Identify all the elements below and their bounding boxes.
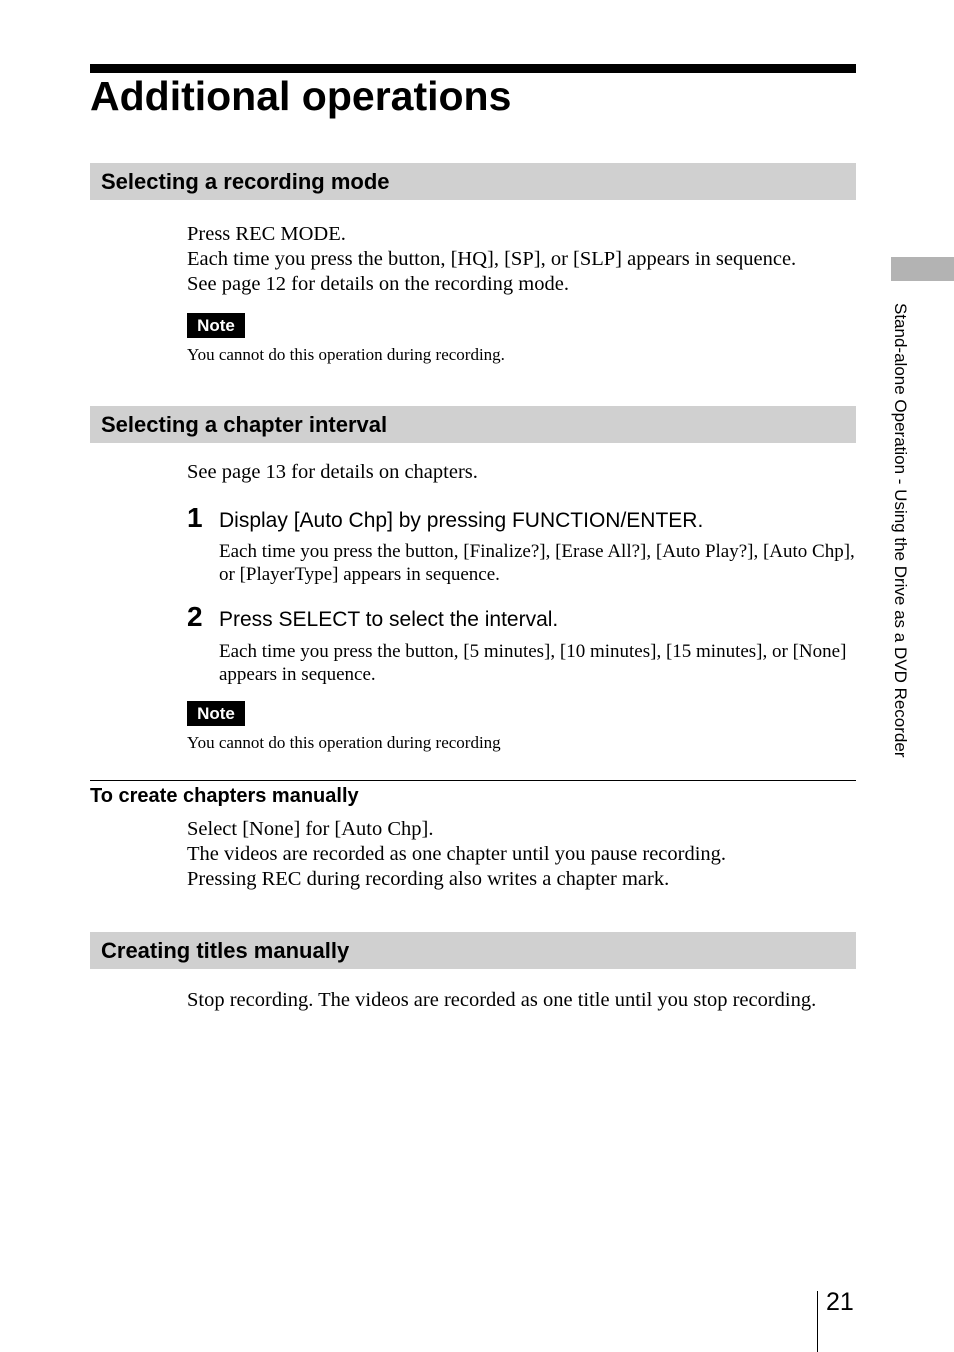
chapters-manually-line-2: The videos are recorded as one chapter until you pause recording. <box>187 843 727 865</box>
page-title: Additional operations <box>90 73 512 119</box>
subheading-chapters-manually: To create chapters manually <box>90 785 359 807</box>
recording-mode-line-3: See page 12 for details on the recording mode. <box>187 273 569 295</box>
side-tab-marker <box>891 257 954 281</box>
subsection-rule <box>90 780 856 781</box>
page-number-rule <box>817 1291 818 1352</box>
step-number-2: 2 <box>187 601 203 632</box>
chapter-interval-intro: See page 13 for details on chapters. <box>187 461 478 483</box>
note-badge: Note <box>187 701 245 726</box>
recording-mode-line-2: Each time you press the button, [HQ], [SP], or [SLP] appears in sequence. <box>187 248 797 270</box>
recording-mode-line-1: Press REC MODE. <box>187 223 346 245</box>
chapters-manually-line-1: Select [None] for [Auto Chp]. <box>187 818 434 840</box>
section-heading-titles-manually: Creating titles manually <box>90 932 856 969</box>
step-title-2: Press SELECT to select the interval. <box>219 608 559 631</box>
titles-manually-text: Stop recording. The videos are recorded as one title until you stop recording. <box>187 989 817 1011</box>
step-body-1: Each time you press the button, [Finalize?], [Erase All?], [Auto Play?], [Auto Chp], or [PlayerType] appears in sequence. <box>219 541 855 585</box>
step-number-1: 1 <box>187 502 203 533</box>
section-heading-recording-mode: Selecting a recording mode <box>90 163 856 200</box>
side-chapter-label: Stand-alone Operation - Using the Drive as a DVD Recorder <box>891 303 910 758</box>
section-heading-chapter-interval: Selecting a chapter interval <box>90 406 856 443</box>
recording-mode-note: You cannot do this operation during recording. <box>187 345 505 364</box>
chapters-manually-line-3: Pressing REC during recording also writes a chapter mark. <box>187 868 670 890</box>
note-badge: Note <box>187 313 245 338</box>
step-body-2: Each time you press the button, [5 minutes], [10 minutes], [15 minutes], or [None] appears in sequence. <box>219 641 847 685</box>
chapter-interval-note: You cannot do this operation during recording <box>187 733 501 752</box>
step-title-1: Display [Auto Chp] by pressing FUNCTION/ENTER. <box>219 509 704 532</box>
page-number: 21 <box>826 1288 854 1316</box>
